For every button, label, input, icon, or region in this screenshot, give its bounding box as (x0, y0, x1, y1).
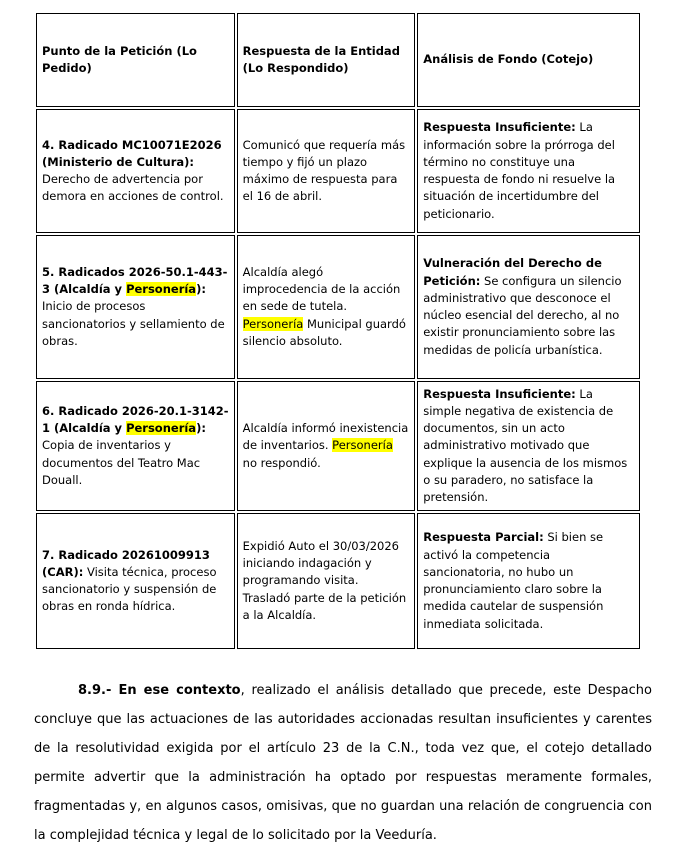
header-respuesta-entidad: Respuesta de la Entidad (Lo Respondido) (237, 13, 416, 107)
cell-analisis-7: Respuesta Parcial: Si bien se activó la competencia sancionatoria, no hubo un pronunciamiento claro sobre la medida cautelar de suspensión inmediata solicitada. (417, 513, 640, 649)
header-punto-peticion: Punto de la Petición (Lo Pedido) (36, 13, 235, 107)
table-header-row (36, 13, 640, 107)
table-row-radicado-4 (36, 109, 640, 233)
cell-analisis-4: Respuesta Insuficiente: La información sobre la prórroga del término no constituye una respuesta de fondo ni resuelve la situación de incertidumbre del peticionario. (417, 109, 640, 233)
cell-peticion-4: 4. Radicado MC10071E2026 (Ministerio de Cultura): Derecho de advertencia por demora en acciones de control. (36, 109, 235, 233)
cell-analisis-5: Vulneración del Derecho de Petición: Se configura un silencio administrativo que desconoce el núcleo esencial del derecho, al no existir pronunciamiento sobre las medidas de policía urbanística. (417, 235, 640, 379)
cell-analisis-6: Respuesta Insuficiente: La simple negativa de existencia de documentos, sin un acto administrativo motivado que explique la ausencia de los mismos o su paradero, no satisface la pretensión. (417, 381, 640, 511)
paragraph-8-9: 8.9.- En ese contexto, realizado el análisis detallado que precede, este Despacho concluye que las actuaciones de las autoridades accionadas resultan insuficientes y carentes de la resolutividad exigida por el artículo 23 de la C.N., toda vez que, el cotejo detallado permite advertir que la administración ha optado por respuestas meramente formales, fragmentadas y, en algunos casos, omisivas, que no guardan una relación de congruencia con la complejidad técnica y legal de lo solicitado por la Veeduría. (34, 683, 652, 843)
document-page (34, 11, 654, 850)
cell-respuesta-5: Alcaldía alegó improcedencia de la acción en sede de tutela. Personería Municipal guardó silencio absoluto. (237, 235, 416, 379)
cell-respuesta-6: Alcaldía informó inexistencia de inventarios. Personería no respondió. (237, 381, 416, 511)
table-row-radicado-5 (36, 235, 640, 379)
table-row-radicado-6 (36, 381, 640, 511)
cell-peticion-7: 7. Radicado 20261009913 (CAR): Visita técnica, proceso sancionatorio y suspensión de obras en ronda hídrica. (36, 513, 235, 649)
cell-respuesta-7: Expidió Auto el 30/03/2026 iniciando indagación y programando visita. Trasladó parte de la petición a la Alcaldía. (237, 513, 416, 649)
header-analisis-fondo: Análisis de Fondo (Cotejo) (417, 13, 640, 107)
cotejo-table (34, 11, 642, 651)
cell-peticion-6: 6. Radicado 2026-20.1-3142-1 (Alcaldía y Personería): Copia de inventarios y documentos del Teatro Mac Douall. (36, 381, 235, 511)
table-row-radicado-7 (36, 513, 640, 649)
cell-peticion-5: 5. Radicados 2026-50.1-443-3 (Alcaldía y Personería): Inicio de procesos sancionatorios y sellamiento de obras. (36, 235, 235, 379)
cell-respuesta-4: Comunicó que requería más tiempo y fijó un plazo máximo de respuesta para el 16 de abril. (237, 109, 416, 233)
